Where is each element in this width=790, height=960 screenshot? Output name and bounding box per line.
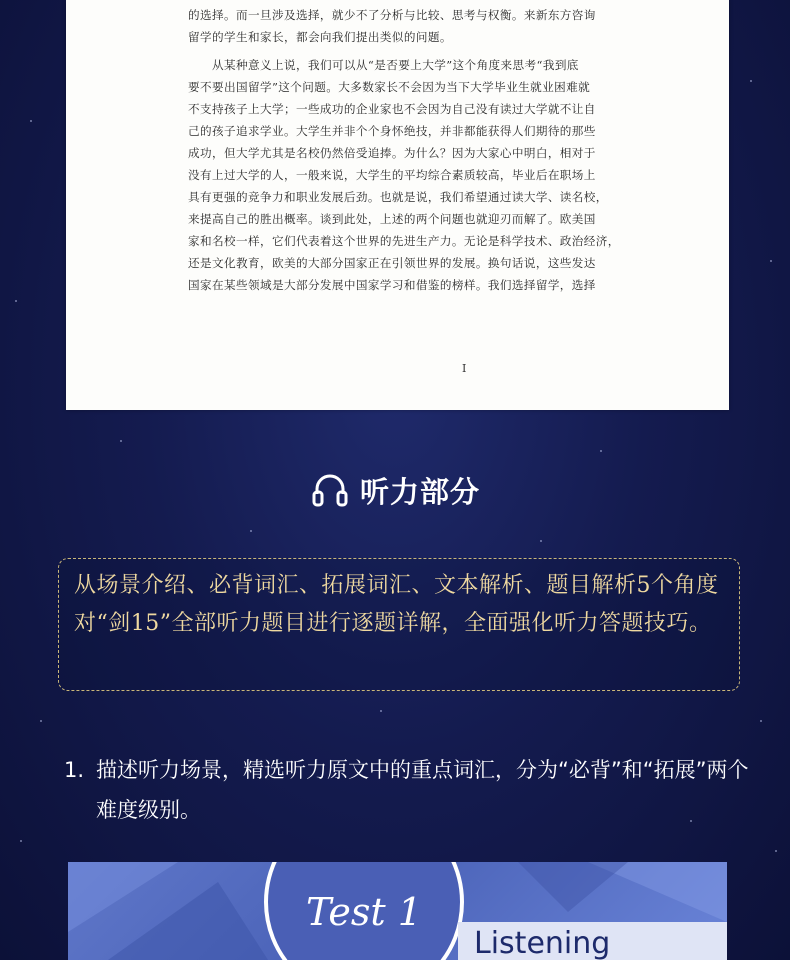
- book-text: [188, 4, 636, 302]
- book-line: 要不要出国留学”这个问题。大多数家长不会因为当下大学毕业生就业困难就: [188, 80, 591, 94]
- book-line: 不支持孩子上大学；一些成功的企业家也不会因为自己没有读过大学就不让自: [188, 102, 596, 116]
- book-line: 没有上过大学的人，一般来说，大学生的平均综合素质较高，毕业后在职场上: [188, 168, 596, 182]
- list-item-number: 1.: [64, 758, 85, 782]
- book-line: 留学的学生和家长，都会向我们提出类似的问题。: [188, 30, 452, 44]
- headphones-icon: [310, 470, 350, 510]
- test-banner: [68, 862, 727, 960]
- book-line: 的选择。而一旦涉及选择，就少不了分析与比较、思考与权衡。来新东方咨询: [188, 8, 596, 22]
- list-item: [64, 750, 754, 830]
- intro-text: 从场景介绍、必背词汇、拓展词汇、文本解析、题目解析5个角度对“剑15”全部听力题目进行逐题详解，全面强化听力答题技巧。: [74, 573, 719, 636]
- book-line: 来提高自己的胜出概率。谈到此处，上述的两个问题也就迎刃而解了。欧美国: [188, 212, 596, 226]
- book-line: 还是文化教育，欧美的大部分国家正在引领世界的发展。换句话说，这些发达: [188, 256, 596, 270]
- book-line: 国家在某些领域是大部分发展中国家学习和借鉴的榜样。我们选择留学，选择: [188, 278, 596, 292]
- book-paragraph-2: [188, 54, 636, 296]
- page-number: I: [462, 362, 467, 375]
- book-line: 家和名校一样，它们代表着这个世界的先进生产力。无论是科学技术、政治经济，: [188, 234, 620, 248]
- book-line: 具有更强的竞争力和职业发展后劲。也就是说，我们希望通过读大学、读名校，: [188, 190, 608, 204]
- section-heading: [0, 466, 790, 514]
- section-title: 听力部分: [359, 474, 480, 509]
- banner-subtitle: Listening: [474, 926, 611, 960]
- book-line: 己的孩子追求学业。大学生并非个个身怀绝技，并非都能获得人们期待的那些: [188, 124, 596, 138]
- intro-callout: [58, 558, 740, 691]
- list-item-text: 描述听力场景，精选听力原文中的重点词汇，分为“必背”和“拓展”两个难度级别。: [96, 758, 749, 822]
- banner-title: Test 1: [306, 890, 422, 934]
- book-line: 从某种意义上说，我们可以从“是否要上大学”这个角度来思考“我到底: [212, 58, 579, 72]
- book-line: 成功，但大学尤其是名校仍然倍受追捧。为什么？因为大家心中明白，相对于: [188, 146, 596, 160]
- book-paragraph-1: [188, 4, 636, 48]
- book-page-image: [66, 0, 729, 410]
